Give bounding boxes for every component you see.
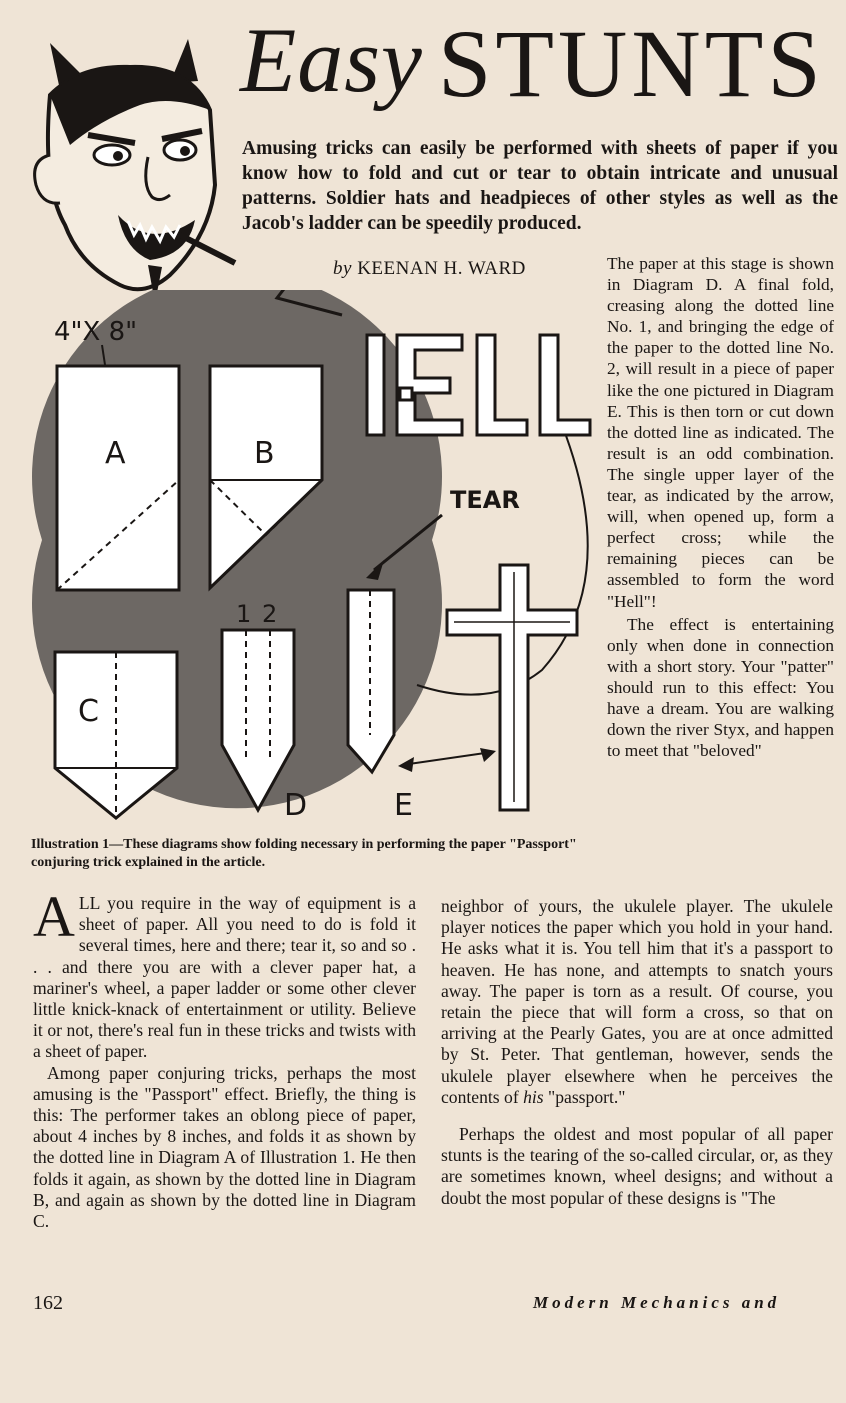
diagram-label-a: A	[105, 436, 126, 471]
title-script: Easy	[240, 9, 423, 111]
right-paragraph-1: The paper at this stage is shown in Diagram D. A final fold, creasing along the dotted line No. 1, and bringing the edge of the paper to the dotted line No. 2, will result in a piece of paper like the one pictured in Diagram E. This is then torn or cut down the dotted line as indicated. The result is an odd combination. The single upper layer of the tear, as indicated by the arrow, will, when opened up, form a perfect cross; while the remaining pieces can be assembled to form the word "Hell"!	[607, 254, 834, 611]
byline-author: KEENAN H. WARD	[357, 258, 526, 279]
diagram-label-d: D	[284, 788, 308, 823]
byline	[333, 258, 526, 280]
folding-diagram	[22, 290, 602, 830]
right-paragraph-2: The effect is entertaining only when done in connection with a short story. Your "patter" should run to this effect: You have a dream. You are walking down the river Styx, and happen to meet that "beloved"	[607, 614, 834, 761]
body-paragraph-3	[441, 896, 833, 1108]
diagram-label-e: E	[394, 788, 413, 823]
right-column-text	[607, 253, 834, 761]
diagram-label-b: B	[254, 436, 275, 471]
body-paragraph-1	[33, 884, 416, 1063]
hell-letters	[367, 335, 590, 435]
running-title: Modern Mechanics and	[533, 1293, 781, 1312]
drop-cap: A	[33, 884, 75, 949]
body-paragraph-2: Among paper conjuring tricks, perhaps the most amusing is the "Passport" effect. Briefly, the thing is this: The performer takes an oblong piece of paper, about 4 inches by 8 inches, and folds it as shown by the dotted line in Diagram A of Illustration 1. He then folds it again, as shown by the dotted line in Diagram B, and again as shown by the dotted line in Diagram C.	[33, 1062, 416, 1232]
line-number-1: 1	[236, 600, 252, 628]
emphasis-his: his	[523, 1086, 544, 1107]
body-paragraph-4: Perhaps the oldest and most popular of all paper stunts is the tearing of the so-called circular, or, as they are sometimes known, wheel designs; and without a doubt the most popular of these designs is "The	[441, 1124, 833, 1208]
body-paragraph-3-end: "passport."	[543, 1086, 626, 1107]
byline-by: by	[333, 258, 352, 279]
body-column-right	[441, 896, 833, 1209]
diagram-label-c: C	[78, 694, 99, 729]
devil-head-illustration	[20, 35, 245, 305]
size-label: 4"X 8"	[54, 317, 138, 347]
page-title: STUNTS	[438, 10, 825, 117]
line-number-2: 2	[262, 600, 278, 628]
subtitle: Amusing tricks can easily be performed with sheets of paper if you know how to fold and cut or tear to obtain intricate and unusual patterns. Soldier hats and headpieces of other styles as well as the Jacob's ladder can be speedily produced.	[242, 138, 838, 234]
body-column-left	[33, 884, 416, 1232]
body-paragraph-1-text: LL you require in the way of equipment is a sheet of paper. All you need to do is fold it several times, here and there; tear it, so and so . . . and there you are with a clever paper hat, a mariner's wheel, a paper ladder or some other clever little knick-knack of entertainment or utility. Believe it or not, there's real fun in these tricks and twists with a sheet of paper.	[33, 893, 416, 1062]
tear-label: TEAR	[450, 486, 520, 514]
body-paragraph-3-text: neighbor of yours, the ukulele player. The ukulele player notices the paper which you hold in your hand. He asks what it is. You tell him that it's a passport to heaven. He has none, and attempts to snatch yours away. The paper is torn as a result. Of course, you retain the piece that will form a cross, so that on arriving at the Pearly Gates, you are at once admitted by St. Peter. That gentleman, however, sends the ukulele player elsewhere when he perceives the contents of	[441, 896, 833, 1107]
page-number: 162	[33, 1292, 63, 1314]
cross-shape	[447, 565, 577, 810]
figure-caption: Illustration 1—These diagrams show folding necessary in performing the paper "Passport" conjuring trick explained in the article.	[31, 837, 577, 870]
